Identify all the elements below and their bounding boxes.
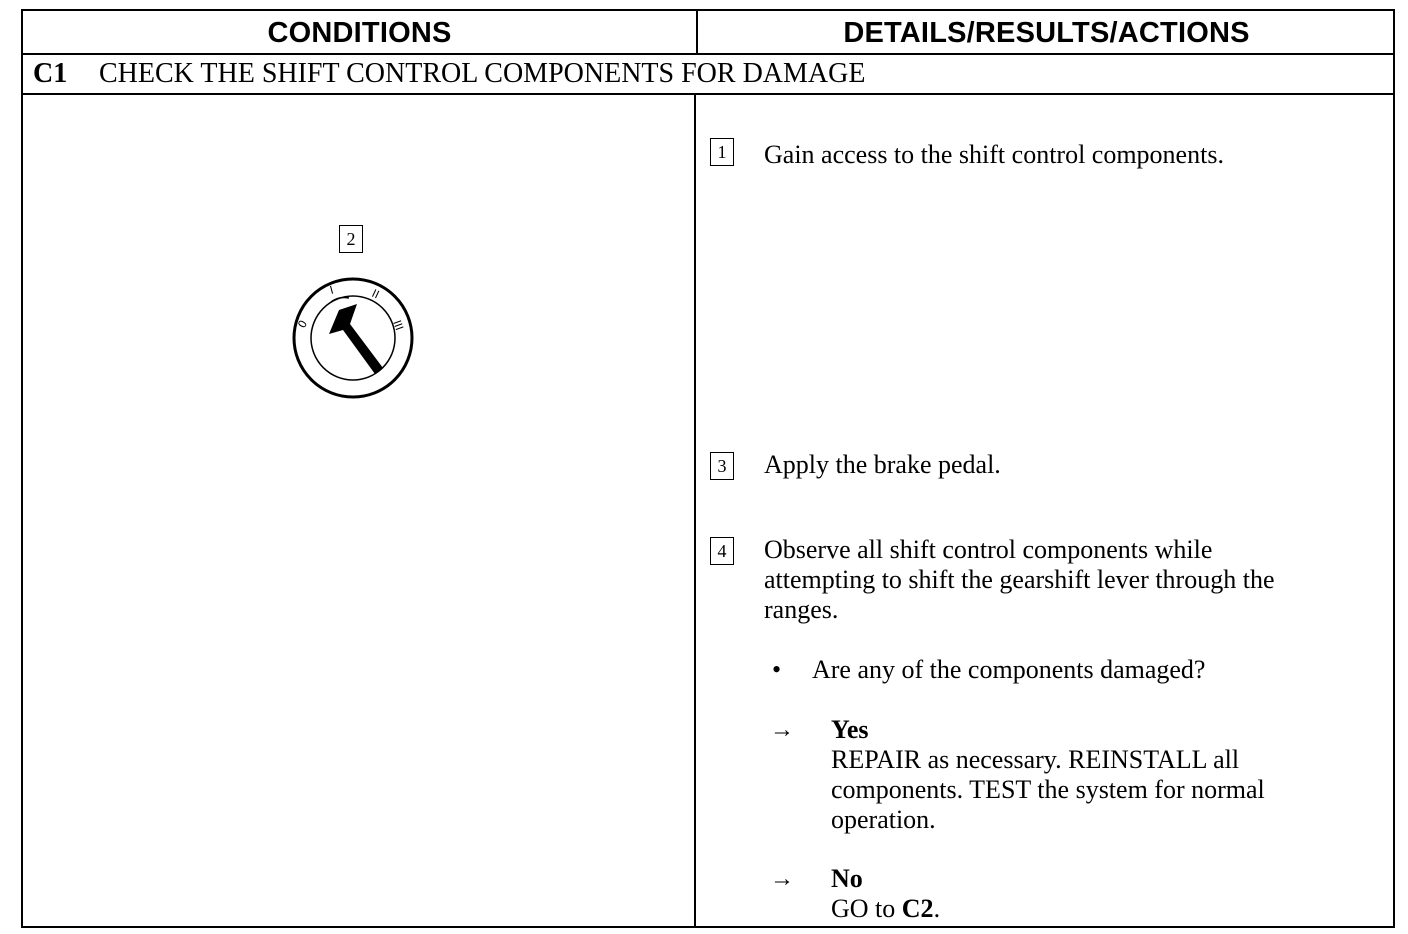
dial-mark-0: 0 <box>295 317 311 331</box>
step-callout-4: 4 <box>710 537 734 565</box>
illustration-callout: 2 <box>339 225 363 253</box>
diagnostic-table <box>21 9 1395 928</box>
dial-mark-2: II <box>369 286 382 302</box>
no-action <box>831 894 940 924</box>
details-header: DETAILS/RESULTS/ACTIONS <box>843 17 1250 49</box>
instruction-1: Gain access to the shift control components. <box>764 140 1224 169</box>
yes-action-line: operation. <box>831 805 936 834</box>
dial-mark-1: I <box>328 283 335 297</box>
instruction-4 <box>764 535 1274 625</box>
yes-arrow-icon: → <box>770 717 794 743</box>
no-action-prefix: GO to <box>831 894 902 923</box>
question-bullet: • <box>772 655 782 684</box>
question-text: Are any of the components damaged? <box>812 655 1206 684</box>
no-label: No <box>831 864 863 893</box>
go-to-step-link[interactable]: C2 <box>901 894 934 923</box>
instruction-4-line: Observe all shift control components while <box>764 535 1213 564</box>
dial-mark-3: III <box>390 318 406 333</box>
step-id: C1 <box>33 58 68 89</box>
instruction-3: Apply the brake pedal. <box>764 450 1001 479</box>
ignition-switch-dial-icon <box>291 276 415 400</box>
yes-answer <box>831 715 1265 835</box>
body-column-divider <box>694 95 696 928</box>
yes-label: Yes <box>831 715 869 744</box>
step-title-row <box>23 53 1393 95</box>
instruction-4-line: attempting to shift the gearshift lever through the <box>764 565 1275 594</box>
step-callout-1: 1 <box>710 138 734 166</box>
yes-action-line: components. TEST the system for normal <box>831 775 1265 804</box>
instruction-4-line: ranges. <box>764 595 839 624</box>
no-answer <box>831 864 940 924</box>
no-arrow-icon: → <box>770 866 794 892</box>
step-title: CHECK THE SHIFT CONTROL COMPONENTS FOR DAMAGE <box>99 58 866 89</box>
no-action-suffix: . <box>933 894 941 923</box>
conditions-header: CONDITIONS <box>267 17 452 49</box>
step-callout-3: 3 <box>710 452 734 480</box>
yes-action-line: REPAIR as necessary. REINSTALL all <box>831 745 1240 774</box>
table-header-row <box>23 11 1393 55</box>
